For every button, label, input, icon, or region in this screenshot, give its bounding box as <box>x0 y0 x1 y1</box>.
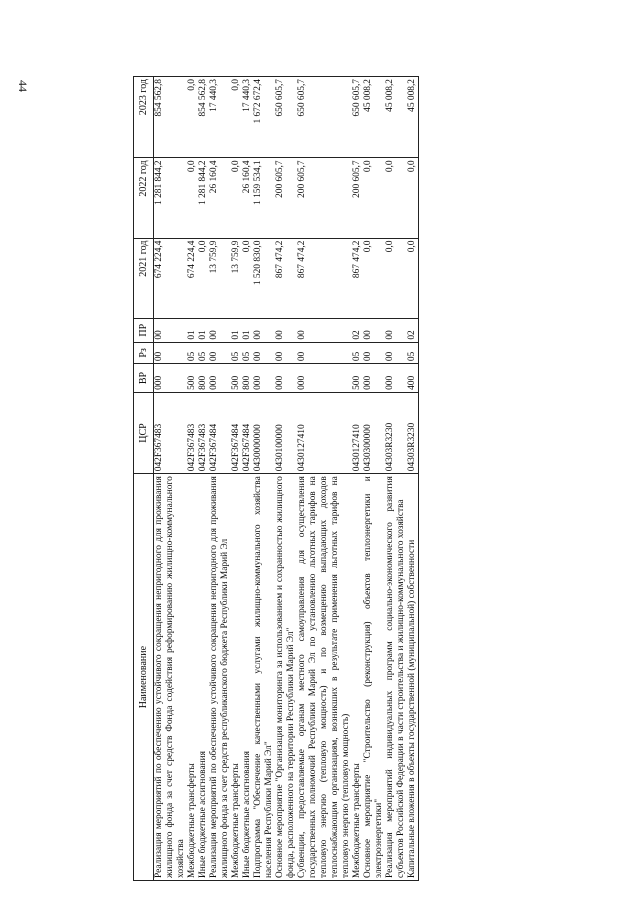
cell-y2021: 674 224,4 <box>154 238 188 318</box>
cell-rz: 05 <box>231 342 242 364</box>
cell-y2021: 867 474,2 <box>275 238 297 318</box>
cell-y2023: 854 562,8 <box>198 77 209 158</box>
table-row <box>231 77 242 881</box>
cell-y2022: 1 281 844,2 <box>154 158 188 238</box>
cell-pr: 01 <box>187 318 198 342</box>
cell-y2022: 26 160,4 <box>242 158 253 238</box>
cell-pr: 00 <box>385 318 407 342</box>
cell-y2022: 200 605,7 <box>275 158 297 238</box>
cell-csr: 0430127410 <box>352 392 363 473</box>
cell-name: Иные бюджетные ассигнования <box>198 474 209 881</box>
cell-vr: 400 <box>407 364 419 393</box>
cell-csr: 042F367484 <box>242 392 253 473</box>
rotated-table-container <box>133 76 576 881</box>
cell-name: Межбюджетные трансферты <box>187 474 198 881</box>
cell-y2021: 867 474,2 <box>297 238 352 318</box>
cell-csr: 042F367483 <box>154 392 188 473</box>
cell-vr: 000 <box>363 364 385 393</box>
cell-rz: 05 <box>352 342 363 364</box>
cell-y2023: 650 605,7 <box>297 77 352 158</box>
table-row <box>154 77 188 881</box>
cell-vr: 000 <box>297 364 352 393</box>
table-row <box>363 77 385 881</box>
cell-name: Основное мероприятие "Организация мониторинга за использованием и сохранностью жилищного фонда, расположенного на территории Республики Марий Эл" <box>275 474 297 881</box>
cell-y2022: 0,0 <box>385 158 407 238</box>
cell-y2021: 674 224,4 <box>187 238 198 318</box>
table-row <box>275 77 297 881</box>
cell-y2023: 17 440,3 <box>242 77 253 158</box>
cell-rz: 00 <box>209 342 231 364</box>
cell-y2021: 0,0 <box>407 238 419 318</box>
cell-vr: 500 <box>231 364 242 393</box>
cell-y2022: 0,0 <box>231 158 242 238</box>
cell-pr: 02 <box>407 318 419 342</box>
cell-y2021: 0,0 <box>242 238 253 318</box>
cell-y2021: 867 474,2 <box>352 238 363 318</box>
table-row <box>242 77 253 881</box>
cell-vr: 000 <box>253 364 275 393</box>
cell-y2021: 13 759,9 <box>209 238 231 318</box>
cell-rz: 00 <box>253 342 275 364</box>
cell-csr: 0430100000 <box>275 392 297 473</box>
cell-csr: 0430300000 <box>363 392 385 473</box>
cell-pr: 00 <box>297 318 352 342</box>
cell-name: Субвенции, предоставляемые органам местного самоуправления для осуществления государственных полномочий Республики Марий Эл по установлению льготных тарифов на тепловую энергию (тепловую мощность) и по возмещению выпадающих доходов теплоснабжающим организациям, возникших в результате применения льготных тарифов на тепловую энергию (тепловую мощность) <box>297 474 352 881</box>
cell-rz: 05 <box>198 342 209 364</box>
cell-y2022: 0,0 <box>407 158 419 238</box>
table-row <box>253 77 275 881</box>
cell-vr: 800 <box>242 364 253 393</box>
cell-rz: 05 <box>407 342 419 364</box>
cell-rz: 00 <box>385 342 407 364</box>
table-row <box>297 77 352 881</box>
cell-csr: 042F367483 <box>187 392 198 473</box>
page-number: 44 <box>16 80 30 92</box>
cell-rz: 00 <box>154 342 188 364</box>
cell-vr: 500 <box>187 364 198 393</box>
cell-y2022: 26 160,4 <box>209 158 231 238</box>
cell-pr: 01 <box>231 318 242 342</box>
cell-rz: 05 <box>242 342 253 364</box>
cell-csr: 04303R3230 <box>407 392 419 473</box>
cell-y2022: 0,0 <box>187 158 198 238</box>
header-2021: 2021 год <box>134 238 154 318</box>
cell-name: Реализация мероприятий индивидуальных программ социально-экономического развития субъектов Российской Федерации в части строительства и жилищно-коммунального хозяйства <box>385 474 407 881</box>
table-row <box>209 77 231 881</box>
cell-y2022: 0,0 <box>363 158 385 238</box>
table-row <box>352 77 363 881</box>
table-header-row <box>134 77 154 881</box>
cell-y2021: 0,0 <box>385 238 407 318</box>
cell-name: Реализация мероприятий по обеспечению устойчивого сокращения непригодного для проживания жилищного фонда за счет средств Фонда содействия реформированию жилищно-коммунального хозяйства <box>154 474 188 881</box>
cell-vr: 800 <box>198 364 209 393</box>
cell-y2023: 45 008,2 <box>385 77 407 158</box>
header-pr: ПР <box>134 318 154 342</box>
cell-y2023: 0,0 <box>231 77 242 158</box>
cell-y2023: 0,0 <box>187 77 198 158</box>
header-vr: ВР <box>134 364 154 393</box>
cell-vr: 000 <box>154 364 188 393</box>
cell-pr: 00 <box>154 318 188 342</box>
header-2022: 2022 год <box>134 158 154 238</box>
cell-y2021: 13 759,9 <box>231 238 242 318</box>
cell-name: Основное мероприятие "Строительство (реконструкция) объектов теплоэнергетики и электроэнергетики" <box>363 474 385 881</box>
cell-name: Межбюджетные трансферты <box>352 474 363 881</box>
cell-csr: 042F367483 <box>198 392 209 473</box>
cell-name: Иные бюджетные ассигнования <box>242 474 253 881</box>
cell-name: Подпрограмма "Обеспечение качественными услугами жилищно-коммунального хозяйства населения Республики Марий Эл" <box>253 474 275 881</box>
cell-pr: 01 <box>242 318 253 342</box>
cell-y2023: 45 008,2 <box>363 77 385 158</box>
header-csr: ЦСР <box>134 392 154 473</box>
cell-y2023: 650 605,7 <box>352 77 363 158</box>
cell-rz: 00 <box>297 342 352 364</box>
cell-y2023: 1 672 672,4 <box>253 77 275 158</box>
cell-pr: 01 <box>198 318 209 342</box>
cell-rz: 05 <box>187 342 198 364</box>
cell-y2023: 17 440,3 <box>209 77 231 158</box>
cell-y2022: 200 605,7 <box>352 158 363 238</box>
cell-pr: 00 <box>253 318 275 342</box>
cell-csr: 04303R3230 <box>385 392 407 473</box>
cell-y2021: 0,0 <box>363 238 385 318</box>
table-row <box>407 77 419 881</box>
cell-csr: 042F367484 <box>209 392 231 473</box>
cell-y2022: 1 281 844,2 <box>198 158 209 238</box>
cell-y2023: 650 605,7 <box>275 77 297 158</box>
cell-pr: 00 <box>363 318 385 342</box>
cell-pr: 00 <box>209 318 231 342</box>
table-row <box>187 77 198 881</box>
cell-vr: 500 <box>352 364 363 393</box>
table-row <box>385 77 407 881</box>
cell-vr: 000 <box>385 364 407 393</box>
cell-y2023: 854 562,8 <box>154 77 188 158</box>
cell-rz: 00 <box>275 342 297 364</box>
cell-pr: 02 <box>352 318 363 342</box>
cell-name: Капитальные вложения в объекты государственной (муниципальной) собственности <box>407 474 419 881</box>
cell-y2021: 1 520 830,0 <box>253 238 275 318</box>
cell-y2022: 1 159 534,1 <box>253 158 275 238</box>
cell-name: Межбюджетные трансферты <box>231 474 242 881</box>
cell-name: Реализация мероприятий по обеспечению устойчивого сокращения непригодного для проживания жилищного фонда за счет средств республиканского бюджета Республики Марий Эл <box>209 474 231 881</box>
cell-csr: 0430127410 <box>297 392 352 473</box>
budget-table <box>133 76 419 881</box>
header-2023: 2023 год <box>134 77 154 158</box>
cell-pr: 00 <box>275 318 297 342</box>
cell-y2022: 200 605,7 <box>297 158 352 238</box>
cell-rz: 00 <box>363 342 385 364</box>
cell-y2021: 0,0 <box>198 238 209 318</box>
header-name: Наименование <box>134 474 154 881</box>
cell-vr: 000 <box>209 364 231 393</box>
cell-vr: 000 <box>275 364 297 393</box>
table-row <box>198 77 209 881</box>
header-rz: Рз <box>134 342 154 364</box>
cell-y2023: 45 008,2 <box>407 77 419 158</box>
cell-csr: 0430000000 <box>253 392 275 473</box>
cell-csr: 042F367484 <box>231 392 242 473</box>
